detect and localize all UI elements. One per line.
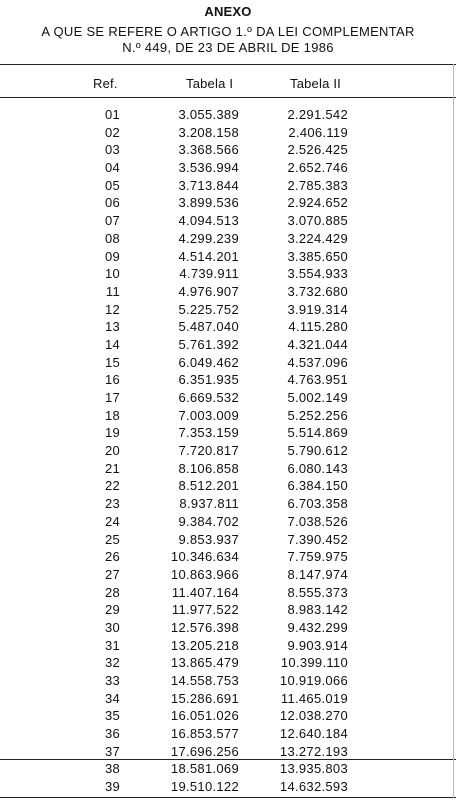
cell-tabela-1: 10.346.634 bbox=[170, 549, 239, 565]
table-row bbox=[0, 124, 456, 142]
cell-ref: 27 bbox=[104, 566, 120, 582]
cell-tabela-2: 11.465.019 bbox=[280, 690, 348, 706]
cell-tabela-1: 5.487.040 bbox=[178, 319, 239, 335]
cell-tabela-2: 6.384.150 bbox=[287, 478, 348, 494]
cell-tabela-1: 9.853.937 bbox=[178, 531, 239, 547]
column-header-ref: Ref. bbox=[93, 76, 118, 91]
table-row bbox=[0, 654, 456, 672]
page-bottom-rule bbox=[0, 797, 456, 798]
table-row bbox=[0, 230, 456, 248]
cell-ref: 34 bbox=[104, 690, 120, 706]
cell-tabela-1: 16.853.577 bbox=[170, 726, 239, 742]
cell-ref: 10 bbox=[104, 266, 120, 282]
table-row bbox=[0, 177, 456, 195]
table-row bbox=[0, 477, 456, 495]
cell-tabela-2: 2.291.542 bbox=[287, 107, 348, 122]
cell-tabela-1: 3.899.536 bbox=[178, 195, 239, 211]
cell-ref: 26 bbox=[104, 549, 120, 565]
cell-tabela-2: 7.038.526 bbox=[287, 513, 348, 529]
cell-tabela-2: 4.115.280 bbox=[288, 319, 348, 335]
cell-tabela-1: 6.049.462 bbox=[178, 354, 239, 370]
cell-tabela-1: 11.407.164 bbox=[171, 584, 239, 600]
cell-tabela-2: 5.790.612 bbox=[287, 443, 348, 459]
table-row bbox=[0, 760, 456, 778]
table-row bbox=[0, 354, 456, 372]
table-row bbox=[0, 601, 456, 619]
cell-ref: 35 bbox=[104, 708, 120, 724]
cell-tabela-2: 5.252.256 bbox=[287, 407, 348, 423]
table-row bbox=[0, 778, 456, 796]
cell-tabela-1: 8.512.201 bbox=[178, 478, 239, 494]
cell-tabela-2: 13.272.193 bbox=[279, 743, 348, 759]
cell-tabela-1: 7.720.817 bbox=[178, 443, 239, 459]
table-row bbox=[0, 106, 456, 124]
cell-ref: 16 bbox=[104, 372, 120, 388]
cell-ref: 28 bbox=[104, 584, 120, 600]
table-row bbox=[0, 336, 456, 354]
cell-tabela-2: 6.080.143 bbox=[287, 460, 348, 476]
cell-ref: 30 bbox=[104, 619, 120, 635]
cell-tabela-1: 9.384.702 bbox=[178, 513, 239, 529]
table-row bbox=[0, 566, 456, 584]
cell-tabela-2: 3.385.650 bbox=[287, 248, 348, 264]
cell-tabela-1: 6.669.532 bbox=[178, 390, 239, 405]
table-row bbox=[0, 424, 456, 442]
table-row bbox=[0, 513, 456, 531]
cell-tabela-2: 7.390.452 bbox=[287, 531, 348, 547]
cell-tabela-1: 11.977.522 bbox=[171, 602, 239, 618]
table-row bbox=[0, 690, 456, 708]
table-row bbox=[0, 743, 456, 761]
table-row bbox=[0, 584, 456, 602]
cell-tabela-2: 5.514.869 bbox=[287, 425, 348, 441]
cell-tabela-2: 3.732.680 bbox=[287, 283, 348, 299]
cell-tabela-1: 4.739.911 bbox=[179, 266, 239, 282]
cell-tabela-1: 7.003.009 bbox=[178, 407, 239, 423]
cell-tabela-1: 3.208.158 bbox=[178, 124, 239, 140]
cell-tabela-2: 2.785.383 bbox=[287, 177, 348, 193]
cell-ref: 20 bbox=[104, 443, 120, 459]
column-header-tabela-2: Tabela II bbox=[290, 76, 341, 91]
table-row bbox=[0, 442, 456, 460]
table-row bbox=[0, 548, 456, 566]
cell-ref: 36 bbox=[104, 726, 120, 742]
table-row bbox=[0, 194, 456, 212]
cell-ref: 17 bbox=[104, 390, 120, 405]
cell-ref: 05 bbox=[104, 177, 120, 193]
cell-tabela-1: 4.299.239 bbox=[178, 230, 239, 246]
table-row bbox=[0, 460, 456, 478]
cell-ref: 14 bbox=[104, 336, 120, 352]
cell-tabela-2: 2.406.119 bbox=[288, 124, 348, 140]
cell-tabela-2: 4.537.096 bbox=[287, 354, 348, 370]
cell-tabela-1: 19.510.122 bbox=[170, 779, 239, 795]
cell-tabela-1: 7.353.159 bbox=[178, 425, 239, 441]
cell-tabela-1: 13.865.479 bbox=[170, 655, 239, 671]
cell-tabela-2: 8.983.142 bbox=[287, 602, 348, 618]
table-row bbox=[0, 495, 456, 513]
cell-ref: 21 bbox=[104, 460, 120, 476]
cell-ref: 37 bbox=[104, 743, 120, 759]
cell-ref: 09 bbox=[104, 248, 120, 264]
cell-ref: 38 bbox=[104, 761, 120, 777]
cell-ref: 01 bbox=[104, 107, 120, 122]
cell-tabela-1: 3.713.844 bbox=[178, 177, 239, 193]
column-header-tabela-1: Tabela I bbox=[186, 76, 234, 91]
table-row bbox=[0, 318, 456, 336]
table-row bbox=[0, 707, 456, 725]
document-subtitle-line-1: A QUE SE REFERE O ARTIGO 1.º DA LEI COMPLEMENTAR bbox=[41, 24, 415, 39]
cell-tabela-2: 3.554.933 bbox=[287, 266, 348, 282]
document-title: ANEXO bbox=[204, 4, 252, 19]
table-row bbox=[0, 265, 456, 283]
cell-ref: 13 bbox=[104, 319, 120, 335]
table-row bbox=[0, 159, 456, 177]
cell-ref: 31 bbox=[104, 637, 120, 653]
table-row bbox=[0, 212, 456, 230]
cell-tabela-1: 10.863.966 bbox=[170, 566, 239, 582]
cell-ref: 25 bbox=[104, 531, 120, 547]
cell-tabela-2: 5.002.149 bbox=[287, 390, 348, 405]
cell-ref: 06 bbox=[104, 195, 120, 211]
cell-ref: 29 bbox=[104, 602, 120, 618]
cell-tabela-1: 12.576.398 bbox=[170, 619, 239, 635]
cell-tabela-2: 2.526.425 bbox=[287, 142, 348, 158]
cell-tabela-1: 8.937.811 bbox=[179, 496, 239, 512]
cell-tabela-2: 3.919.314 bbox=[287, 301, 348, 317]
table-row bbox=[0, 637, 456, 655]
cell-tabela-2: 8.555.373 bbox=[287, 584, 348, 600]
cell-tabela-1: 5.225.752 bbox=[178, 301, 239, 317]
cell-tabela-2: 4.321.044 bbox=[287, 336, 348, 352]
table-row bbox=[0, 407, 456, 425]
cell-tabela-1: 4.514.201 bbox=[178, 248, 239, 264]
table-header-rule bbox=[0, 97, 456, 98]
cell-tabela-1: 6.351.935 bbox=[178, 372, 239, 388]
document-subtitle-line-2: N.º 449, DE 23 DE ABRIL DE 1986 bbox=[122, 40, 334, 55]
cell-tabela-2: 6.703.358 bbox=[287, 496, 348, 512]
table-row bbox=[0, 619, 456, 637]
table-row bbox=[0, 389, 456, 407]
table-row bbox=[0, 301, 456, 319]
cell-tabela-1: 8.106.858 bbox=[178, 460, 239, 476]
cell-tabela-2: 3.224.429 bbox=[287, 230, 348, 246]
cell-ref: 15 bbox=[104, 354, 120, 370]
cell-ref: 23 bbox=[104, 496, 120, 512]
cell-tabela-2: 8.147.974 bbox=[287, 566, 348, 582]
cell-tabela-2: 3.070.885 bbox=[287, 213, 348, 229]
cell-tabela-1: 17.696.256 bbox=[170, 743, 239, 759]
cell-tabela-2: 12.038.270 bbox=[279, 708, 348, 724]
cell-tabela-1: 5.761.392 bbox=[178, 336, 239, 352]
table-row bbox=[0, 141, 456, 159]
table-row bbox=[0, 371, 456, 389]
cell-ref: 03 bbox=[104, 142, 120, 158]
cell-ref: 19 bbox=[104, 425, 120, 441]
cell-tabela-2: 4.763.951 bbox=[287, 372, 348, 388]
cell-ref: 18 bbox=[104, 407, 120, 423]
cell-tabela-1: 18.581.069 bbox=[170, 761, 239, 777]
cell-tabela-1: 16.051.026 bbox=[170, 708, 239, 724]
cell-ref: 07 bbox=[104, 213, 120, 229]
page-margin-line bbox=[453, 64, 454, 798]
table-row bbox=[0, 283, 456, 301]
cell-ref: 08 bbox=[104, 230, 120, 246]
cell-ref: 39 bbox=[104, 779, 120, 795]
cell-tabela-2: 13.935.803 bbox=[279, 761, 348, 777]
cell-tabela-2: 14.632.593 bbox=[279, 779, 348, 795]
cell-ref: 04 bbox=[104, 160, 120, 176]
table-row bbox=[0, 531, 456, 549]
cell-ref: 02 bbox=[104, 124, 120, 140]
cell-tabela-2: 12.640.184 bbox=[279, 726, 348, 742]
cell-tabela-1: 3.536.994 bbox=[178, 160, 239, 176]
table-row bbox=[0, 672, 456, 690]
table-body bbox=[0, 106, 456, 796]
cell-tabela-1: 3.055.389 bbox=[178, 107, 239, 122]
cell-ref: 12 bbox=[104, 301, 120, 317]
cell-tabela-1: 14.558.753 bbox=[170, 673, 239, 688]
cell-tabela-2: 10.919.066 bbox=[279, 673, 348, 688]
cell-tabela-2: 2.924.652 bbox=[287, 195, 348, 211]
cell-tabela-1: 4.976.907 bbox=[178, 283, 239, 299]
cell-tabela-2: 10.399.110 bbox=[280, 655, 348, 671]
cell-tabela-1: 4.094.513 bbox=[178, 213, 239, 229]
cell-ref: 24 bbox=[104, 513, 120, 529]
table-row bbox=[0, 725, 456, 743]
cell-ref: 33 bbox=[104, 673, 120, 688]
cell-tabela-2: 7.759.975 bbox=[287, 549, 348, 565]
cell-tabela-2: 9.903.914 bbox=[287, 637, 348, 653]
table-bottom-rule bbox=[0, 759, 456, 760]
cell-ref: 32 bbox=[104, 655, 120, 671]
cell-tabela-1: 3.368.566 bbox=[178, 142, 239, 158]
cell-tabela-1: 15.286.691 bbox=[170, 690, 239, 706]
cell-tabela-2: 2.652.746 bbox=[287, 160, 348, 176]
cell-tabela-1: 13.205.218 bbox=[170, 637, 239, 653]
cell-ref: 22 bbox=[104, 478, 120, 494]
table-row bbox=[0, 248, 456, 266]
cell-tabela-2: 9.432.299 bbox=[287, 619, 348, 635]
table-top-rule bbox=[0, 64, 456, 65]
cell-ref: 11 bbox=[105, 283, 120, 299]
